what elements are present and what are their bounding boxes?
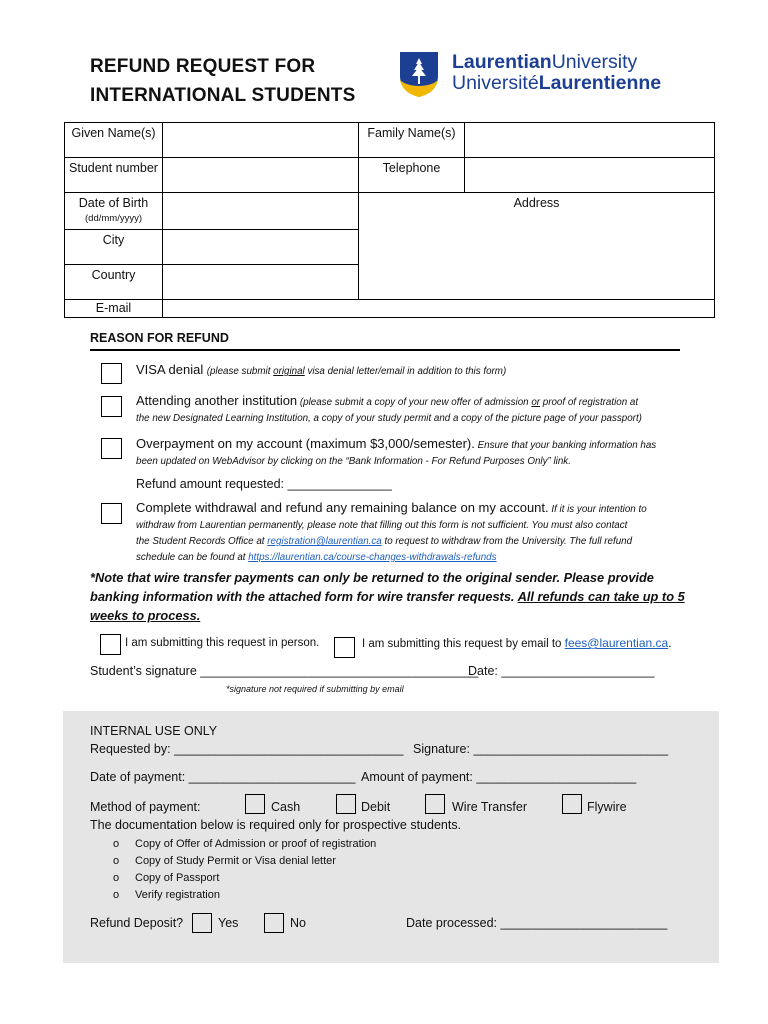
- in-person-label: I am submitting this request in person.: [125, 637, 320, 649]
- logo-university: University: [551, 51, 638, 73]
- requested-by-field[interactable]: Requested by: _________________________________: [90, 742, 404, 756]
- processing-time-note: All refunds can take up to 5 weeks to process.: [90, 589, 685, 623]
- doc-item-text: Copy of Offer of Admission or proof of registration: [135, 838, 377, 850]
- wire-transfer-label: Wire Transfer: [452, 800, 528, 814]
- visa-denial-checkbox[interactable]: [101, 363, 122, 384]
- doc-item-verify: [113, 887, 376, 904]
- dob-format: (dd/mm/yyyy): [85, 213, 142, 224]
- attending-note-a: (please submit a copy of your new offer of admission: [297, 397, 532, 408]
- doc-item-text: Copy of Passport: [135, 872, 220, 884]
- student-number-field[interactable]: [163, 158, 359, 193]
- doc-item-passport: [113, 870, 376, 887]
- visa-denial-note-original: original: [273, 366, 305, 377]
- telephone-label: Telephone: [359, 158, 465, 193]
- address-cell[interactable]: [359, 193, 715, 300]
- attending-institution-checkbox[interactable]: [101, 396, 122, 417]
- doc-item-text: Copy of Study Permit or Visa denial letter: [135, 855, 336, 867]
- signature-note: *signature not required if submitting by email: [226, 684, 404, 694]
- by-email-period: .: [668, 638, 672, 650]
- withdrawal-note: If it is your intention to: [548, 504, 647, 515]
- documentation-list: [113, 836, 376, 904]
- email-label: E-mail: [65, 300, 163, 318]
- method-of-payment-label: Method of payment:: [90, 800, 201, 814]
- bullet-marker: o: [113, 838, 120, 850]
- refund-deposit-label: Refund Deposit?: [90, 916, 184, 930]
- student-signature-field[interactable]: Student’s signature ________________________________________: [90, 664, 479, 678]
- dob-label-text: Date of Birth: [78, 196, 149, 210]
- documentation-note: The documentation below is required only for prospective students.: [90, 818, 462, 832]
- complete-withdrawal-label: Complete withdrawal and refund any remaining balance on my account.: [136, 500, 549, 515]
- refund-deposit-no-label: No: [290, 916, 306, 930]
- university-shield-icon: [398, 50, 440, 98]
- cash-label: Cash: [271, 800, 301, 814]
- bullet-marker: o: [113, 889, 120, 901]
- refund-deposit-no-checkbox[interactable]: [264, 913, 284, 933]
- overpayment-note-line2: been updated on WebAdvisor by clicking on the “Bank Information - For Refund Purposes Only” link.: [136, 456, 571, 467]
- given-name-label: Given Name(s): [65, 123, 163, 158]
- date-of-payment-field[interactable]: Date of payment: ________________________: [90, 770, 356, 784]
- overpayment-note: Ensure that your banking information has: [474, 440, 657, 451]
- wire-transfer-note: [90, 568, 700, 625]
- city-label: City: [65, 230, 163, 265]
- attending-institution-label: Attending another institution: [136, 393, 298, 408]
- withdrawal-note-line3a: the Student Records Office at: [136, 536, 268, 547]
- signature-date-field[interactable]: Date: ______________________: [468, 664, 655, 678]
- form-title: [90, 52, 355, 110]
- title-line-1: REFUND REQUEST FOR: [90, 56, 316, 77]
- logo-laurentienne: Laurentienne: [538, 72, 662, 94]
- country-field[interactable]: [163, 265, 359, 300]
- bullet-marker: o: [113, 855, 120, 867]
- visa-denial-note-a: (please submit: [206, 366, 274, 377]
- student-info-table: [64, 122, 715, 318]
- debit-label: Debit: [361, 800, 391, 814]
- wire-transfer-note-text: *Note that wire transfer payments can only be returned to the original sender. Please provide banking information with the attached form for wire transfer requests.: [90, 570, 654, 604]
- date-processed-field[interactable]: Date processed: ________________________: [406, 916, 668, 930]
- by-email-checkbox[interactable]: [334, 637, 355, 658]
- refund-deposit-yes-checkbox[interactable]: [192, 913, 212, 933]
- family-name-field[interactable]: [465, 123, 715, 158]
- attending-note-b: proof of registration at: [540, 397, 639, 408]
- visa-denial-label: VISA denial: [136, 362, 204, 377]
- refund-schedule-link[interactable]: https://laurentian.ca/course-changes-withdrawals-refunds: [248, 552, 497, 563]
- refund-amount-field[interactable]: Refund amount requested: _______________: [136, 477, 392, 491]
- withdrawal-note-line2: withdraw from Laurentian permanently, please note that filling out this form is not sufficient. You must also contact: [136, 520, 628, 531]
- logo-laurentian: Laurentian: [452, 51, 552, 73]
- overpayment-label: Overpayment on my account (maximum $3,000/semester).: [136, 436, 475, 451]
- attending-note-or: or: [531, 397, 541, 408]
- telephone-field[interactable]: [465, 158, 715, 193]
- flywire-label: Flywire: [587, 800, 627, 814]
- university-logo-text: [452, 52, 661, 94]
- withdrawal-note-line4: schedule can be found at: [136, 552, 249, 563]
- wire-transfer-checkbox[interactable]: [425, 794, 445, 814]
- by-email-label: I am submitting this request by email to: [362, 638, 565, 650]
- doc-item-text: Verify registration: [135, 889, 220, 901]
- logo-universite: Université: [452, 72, 539, 94]
- reason-heading: REASON FOR REFUND: [90, 331, 229, 345]
- complete-withdrawal-checkbox[interactable]: [101, 503, 122, 524]
- email-field[interactable]: [163, 300, 715, 318]
- cash-checkbox[interactable]: [245, 794, 265, 814]
- debit-checkbox[interactable]: [336, 794, 356, 814]
- refund-deposit-yes-label: Yes: [218, 916, 239, 930]
- doc-item-offer: [113, 836, 376, 853]
- title-line-2: INTERNATIONAL STUDENTS: [90, 85, 356, 106]
- family-name-label: Family Name(s): [359, 123, 465, 158]
- overpayment-checkbox[interactable]: [101, 438, 122, 459]
- given-name-field[interactable]: [163, 123, 359, 158]
- country-label: Country: [65, 265, 163, 300]
- attending-note-line2: the new Designated Learning Institution, a copy of your study permit and a copy of the picture page of your passport): [136, 413, 642, 424]
- amount-of-payment-field[interactable]: Amount of payment: _______________________: [361, 770, 637, 784]
- dob-field[interactable]: [163, 193, 359, 230]
- student-number-label: Student number: [65, 158, 163, 193]
- visa-denial-note-b: visa denial letter/email in addition to this form): [304, 366, 507, 377]
- address-label: Address: [513, 196, 560, 210]
- internal-signature-field[interactable]: Signature: ____________________________: [413, 742, 669, 756]
- in-person-checkbox[interactable]: [100, 634, 121, 655]
- withdrawal-note-line3b: to request to withdraw from the University. The full refund: [381, 536, 633, 547]
- doc-item-permit: [113, 853, 376, 870]
- bullet-marker: o: [113, 872, 120, 884]
- city-field[interactable]: [163, 230, 359, 265]
- flywire-checkbox[interactable]: [562, 794, 582, 814]
- internal-use-heading: INTERNAL USE ONLY: [90, 724, 218, 738]
- reason-divider: [90, 349, 680, 351]
- registration-email-link[interactable]: registration@laurentian.ca: [267, 536, 382, 547]
- fees-email-link[interactable]: fees@laurentian.ca: [564, 636, 669, 650]
- dob-label: [65, 193, 163, 230]
